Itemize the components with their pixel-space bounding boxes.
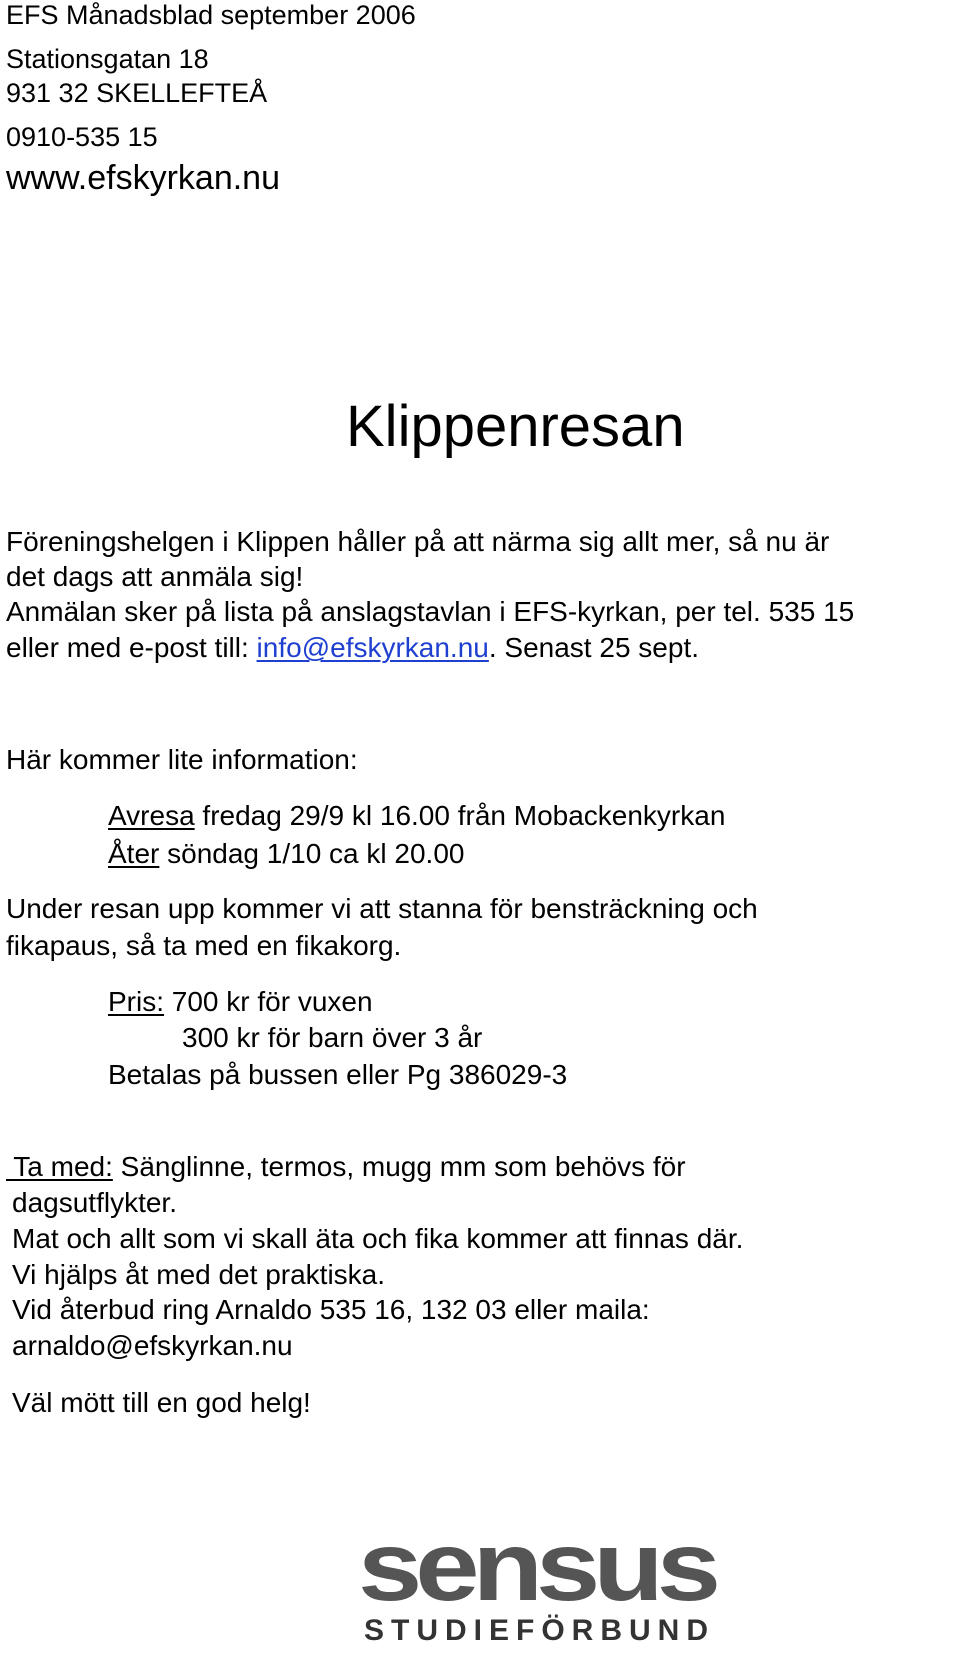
price-payment: Betalas på bussen eller Pg 386029-3 bbox=[108, 1059, 568, 1090]
sensus-wordmark: sensus bbox=[358, 1530, 717, 1621]
intro-line-3: Anmälan sker på lista på anslagstavlan i EFS-kyrkan, per tel. 535 15 bbox=[6, 596, 855, 627]
bring-line-4: Vi hjälps åt med det praktiska. bbox=[12, 1259, 386, 1290]
phone-number: 0910-535 15 bbox=[6, 122, 158, 152]
bring-line-6: arnaldo@efskyrkan.nu bbox=[12, 1330, 293, 1361]
bring-line-3: Mat och allt som vi skall äta och fika kommer att finnas där. bbox=[12, 1223, 744, 1254]
price-label: Pris: bbox=[108, 986, 164, 1017]
bring-line-2: dagsutflykter. bbox=[12, 1187, 177, 1218]
return-line bbox=[108, 840, 464, 868]
stop-line-1: Under resan upp kommer vi att stanna för bensträckning och bbox=[6, 893, 758, 924]
departure-label: Avresa bbox=[108, 800, 195, 831]
address-street: Stationsgatan 18 bbox=[6, 44, 209, 74]
intro-line-4-prefix: eller med e-post till: bbox=[6, 632, 257, 663]
newsletter-title: EFS Månadsblad september 2006 bbox=[6, 0, 416, 30]
intro-line-4-suffix: . Senast 25 sept. bbox=[488, 632, 699, 663]
closing-greeting: Väl mött till en god helg! bbox=[12, 1387, 311, 1418]
intro-line-4 bbox=[6, 634, 699, 662]
website-url: www.efskyrkan.nu bbox=[6, 159, 280, 197]
sensus-logo bbox=[346, 1530, 726, 1648]
intro-line-1: Föreningshelgen i Klippen håller på att närma sig allt mer, så nu är bbox=[6, 526, 830, 557]
sensus-logo-graphic bbox=[346, 1530, 726, 1648]
intro-line-2: det dags att anmäla sig! bbox=[6, 561, 304, 592]
bring-line-1-text: Sänglinne, termos, mugg mm som behövs för bbox=[112, 1151, 686, 1182]
address-city: 931 32 SKELLEFTEÅ bbox=[6, 78, 268, 108]
departure-text: fredag 29/9 kl 16.00 från Mobackenkyrkan bbox=[194, 800, 726, 831]
price-child: 300 kr för barn över 3 år bbox=[182, 1022, 483, 1053]
return-label: Åter bbox=[108, 838, 160, 869]
bring-line-1 bbox=[6, 1153, 686, 1181]
info-heading: Här kommer lite information: bbox=[6, 744, 358, 775]
bring-label: Ta med: bbox=[6, 1151, 113, 1182]
stop-line-2: fikapaus, så ta med en fikakorg. bbox=[6, 930, 402, 961]
price-adult-line bbox=[108, 988, 373, 1016]
price-adult: 700 kr för vuxen bbox=[164, 986, 373, 1017]
sensus-subtitle: STUDIEFÖRBUND bbox=[364, 1614, 708, 1647]
return-text: söndag 1/10 ca kl 20.00 bbox=[159, 838, 465, 869]
bring-line-5: Vid återbud ring Arnaldo 535 16, 132 03 eller maila: bbox=[12, 1294, 650, 1325]
departure-line bbox=[108, 802, 725, 830]
page-title: Klippenresan bbox=[346, 394, 685, 459]
email-link-info[interactable]: info@efskyrkan.nu bbox=[256, 632, 489, 663]
